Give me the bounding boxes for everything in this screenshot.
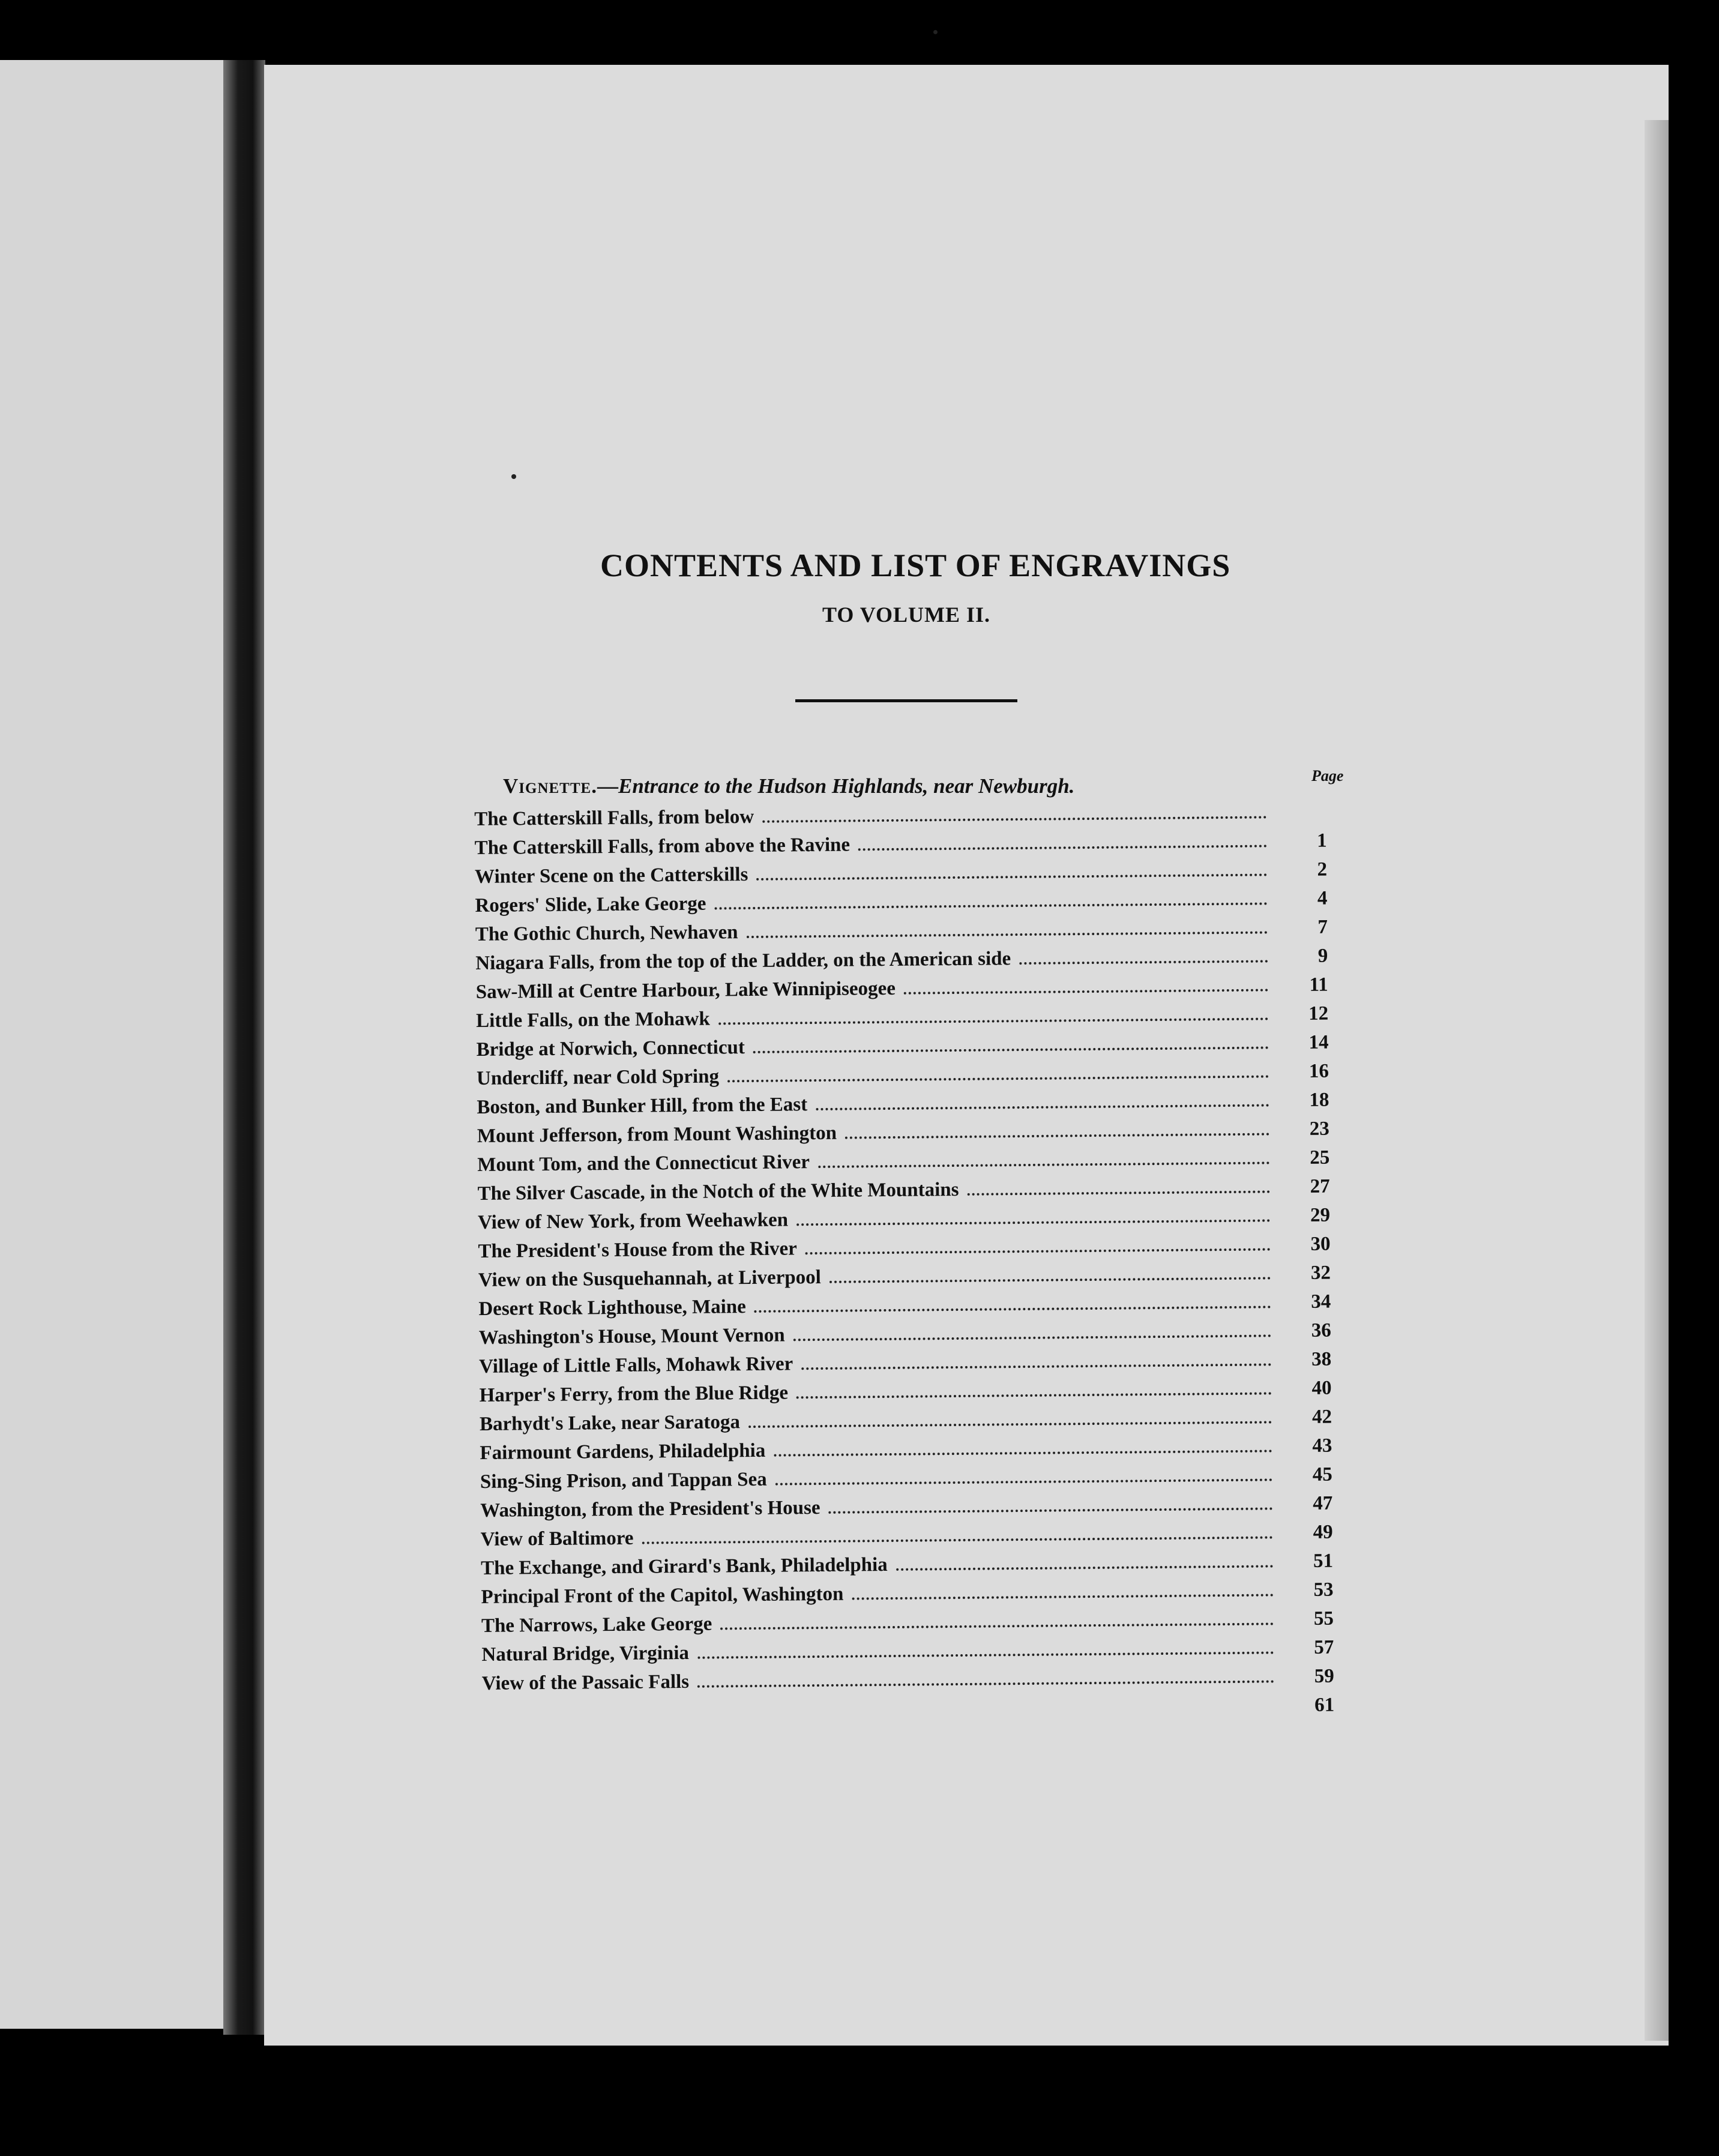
entry-title: The Exchange, and Girard's Bank, Philadelphia (480, 1554, 888, 1579)
dot-leader (845, 1133, 1269, 1139)
dot-leader (762, 816, 1266, 822)
entry-title: The Silver Cascade, in the Notch of the White Mountains (477, 1178, 959, 1205)
entry-page-number: 34 (1311, 1290, 1331, 1313)
dot-leader (775, 1478, 1272, 1485)
entry-page-number: 14 (1308, 1031, 1329, 1053)
title-rule (795, 699, 1017, 702)
entry-page-number: 42 (1311, 1406, 1332, 1428)
entry-title: View of the Passaic Falls (481, 1670, 690, 1694)
book-gutter (223, 60, 265, 2035)
entry-page-number: 38 (1311, 1348, 1332, 1370)
dot-leader (718, 1017, 1268, 1025)
vignette-line (503, 774, 1074, 798)
entry-page-number: 49 (1313, 1521, 1333, 1543)
entry-title: Rogers' Slide, Lake George (475, 893, 706, 917)
vignette-description: Entrance to the Hudson Highlands, near Newburgh. (618, 774, 1075, 798)
entry-title: Desert Rock Lighthouse, Maine (478, 1296, 746, 1320)
entry-title: View on the Susquehannah, at Liverpool (478, 1266, 821, 1291)
entry-title: Natural Bridge, Virginia (481, 1642, 690, 1666)
entry-page-number: 1 (1316, 830, 1327, 852)
entry-title: Washington's House, Mount Vernon (478, 1324, 785, 1349)
entry-page-number: 45 (1312, 1463, 1332, 1486)
entry-page-number: 59 (1314, 1665, 1334, 1687)
entry-title: The Catterskill Falls, from above the Ravine (474, 834, 850, 859)
dot-leader (796, 1392, 1272, 1399)
entry-title: View of New York, from Weehawken (477, 1209, 789, 1233)
entry-page-number: 53 (1313, 1579, 1334, 1601)
dot-leader (818, 1161, 1269, 1168)
page-title: CONTENTS AND LIST OF ENGRAVINGS (600, 547, 1231, 584)
entry-page-number: 23 (1309, 1118, 1329, 1140)
dot-leader (829, 1507, 1273, 1513)
page-edge-shadow (1645, 120, 1669, 2041)
dot-leader (816, 1104, 1269, 1110)
facing-page (0, 60, 228, 2029)
dot-leader (697, 1651, 1274, 1658)
dot-leader (642, 1536, 1273, 1544)
entry-page-number: 9 (1317, 945, 1328, 967)
entry-page-number: 30 (1310, 1233, 1331, 1255)
entry-page-number: 27 (1310, 1175, 1330, 1197)
entry-page-number: 2 (1317, 858, 1328, 881)
dot-leader (793, 1334, 1271, 1341)
entry-page-number: 57 (1314, 1636, 1334, 1658)
dot-leader (852, 1594, 1273, 1600)
entry-title: Niagara Falls, from the top of the Ladder, on the American side (475, 948, 1011, 974)
entry-title: Saw-Mill at Centre Harbour, Lake Winnipiseogee (475, 977, 896, 1003)
dot-leader (801, 1363, 1271, 1370)
dot-leader (748, 1421, 1272, 1428)
dot-leader (727, 1075, 1269, 1082)
entry-title: The President's House from the River (478, 1238, 797, 1262)
page-column-label: Page (1311, 767, 1344, 784)
entry-title: Village of Little Falls, Mohawk River (479, 1353, 793, 1378)
entry-page-number: 29 (1310, 1204, 1331, 1226)
dot-leader (796, 1219, 1270, 1226)
entry-page-number: 32 (1310, 1262, 1331, 1284)
entry-title: Winter Scene on the Catterskills (474, 864, 748, 888)
dot-leader (747, 931, 1268, 938)
dot-leader (896, 1565, 1273, 1570)
dot-leader (904, 989, 1268, 994)
entry-title: Mount Tom, and the Connecticut River (477, 1151, 810, 1176)
entry-title: Undercliff, near Cold Spring (476, 1065, 720, 1089)
entry-page-number: 36 (1311, 1319, 1331, 1341)
vignette-dash: — (597, 774, 618, 798)
entry-title: Principal Front of the Capitol, Washington (481, 1583, 844, 1608)
dot-leader (715, 902, 1268, 909)
entry-page-number: 51 (1313, 1550, 1334, 1572)
dot-leader (858, 845, 1267, 851)
dot-leader (756, 873, 1267, 880)
dot-leader (697, 1680, 1274, 1687)
ink-speck (511, 474, 516, 479)
entry-title: The Catterskill Falls, from below (474, 805, 754, 830)
dot-leader (829, 1277, 1271, 1283)
entry-page-number: 25 (1310, 1146, 1330, 1169)
entry-title: Barhydt's Lake, near Saratoga (479, 1411, 741, 1435)
dot-leader (720, 1622, 1274, 1630)
entry-title: Mount Jefferson, from Mount Washington (477, 1122, 837, 1147)
ink-speck (933, 30, 938, 34)
entry-page-number: 16 (1308, 1060, 1329, 1082)
entry-page-number: 18 (1309, 1089, 1329, 1111)
entry-title: Harper's Ferry, from the Blue Ridge (479, 1382, 789, 1406)
entry-title: The Gothic Church, Newhaven (475, 921, 738, 945)
dot-leader (754, 1305, 1271, 1313)
vignette-label: Vignette. (503, 774, 597, 798)
entry-page-number: 61 (1314, 1694, 1335, 1716)
entry-title: Boston, and Bunker Hill, from the East (477, 1094, 808, 1118)
dot-leader (1019, 960, 1268, 965)
entry-title: The Narrows, Lake George (481, 1613, 712, 1637)
entry-page-number: 4 (1317, 887, 1328, 909)
entry-title: Fairmount Gardens, Philadelphia (480, 1439, 766, 1464)
entry-page-number: 55 (1313, 1607, 1334, 1630)
entry-title: Washington, from the President's House (480, 1497, 820, 1522)
entry-page-number: 40 (1311, 1377, 1332, 1399)
entry-page-number: 43 (1312, 1435, 1332, 1457)
dot-leader (805, 1248, 1271, 1254)
entry-page-number: 12 (1308, 1002, 1329, 1025)
entry-title: Bridge at Norwich, Connecticut (476, 1037, 745, 1061)
dot-leader (753, 1046, 1269, 1053)
contents-list (474, 795, 1334, 1724)
entry-title: View of Baltimore (480, 1527, 634, 1550)
entry-page-number: 47 (1313, 1492, 1333, 1514)
entry-page-number: 11 (1309, 974, 1328, 996)
dot-leader (968, 1190, 1270, 1195)
entry-page-number: 7 (1317, 916, 1328, 938)
dot-leader (774, 1450, 1272, 1456)
page-subtitle: TO VOLUME II. (822, 603, 990, 627)
entry-title: Little Falls, on the Mohawk (476, 1008, 710, 1032)
entry-title: Sing-Sing Prison, and Tappan Sea (480, 1468, 767, 1493)
